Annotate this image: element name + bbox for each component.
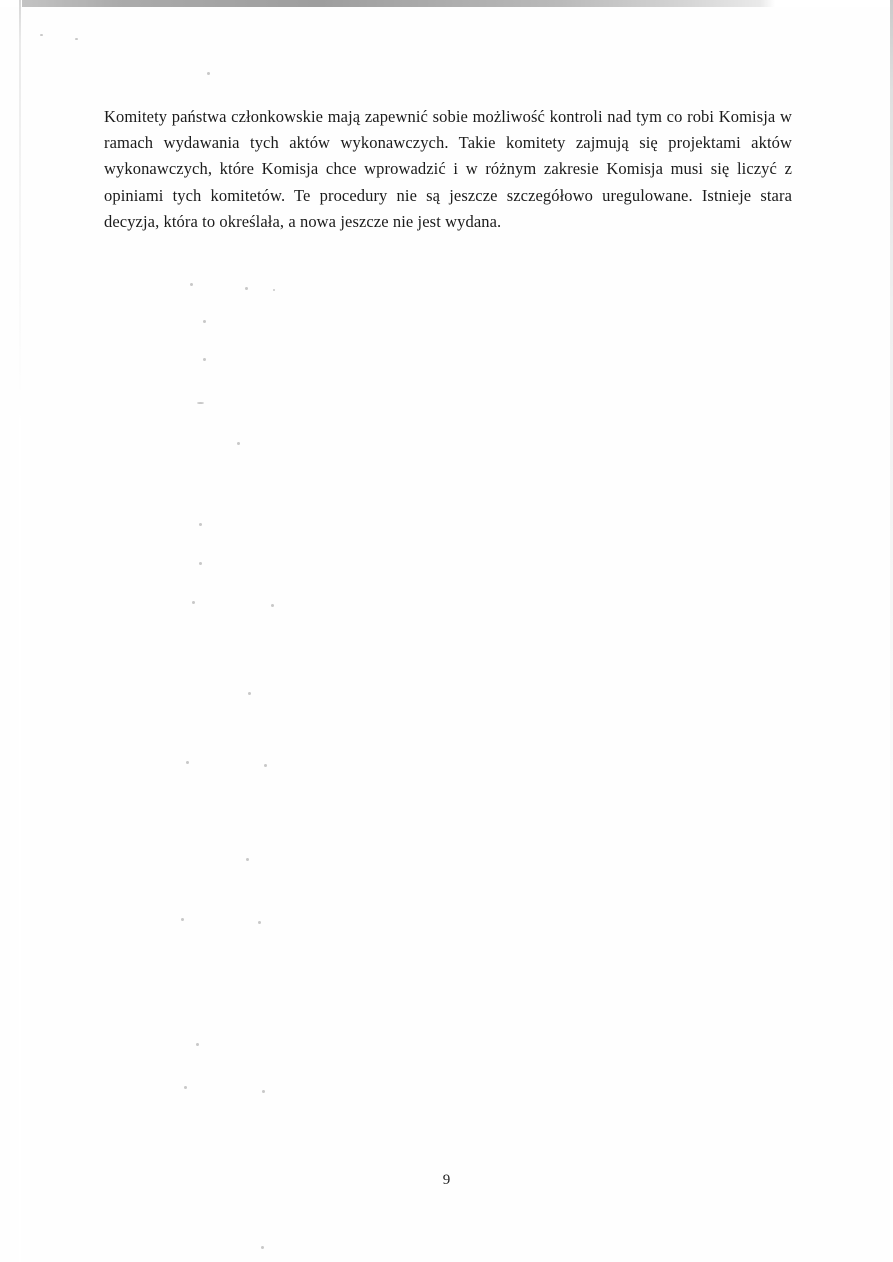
scan-speck xyxy=(181,918,184,921)
scan-speck xyxy=(199,562,202,565)
scan-speck xyxy=(192,601,195,604)
scan-speck xyxy=(262,1090,265,1093)
scan-speck xyxy=(199,523,202,526)
scan-speck xyxy=(258,921,261,924)
scan-edge-top xyxy=(0,0,893,7)
scan-speck xyxy=(186,761,189,764)
scan-speck xyxy=(196,1043,199,1046)
scan-speck xyxy=(264,764,267,767)
scan-edge-left xyxy=(19,0,21,1262)
scan-speck xyxy=(271,604,274,607)
scan-speck xyxy=(237,442,240,445)
scan-speck xyxy=(207,72,210,75)
scan-speck xyxy=(184,1086,187,1089)
scan-speck xyxy=(261,1246,264,1249)
scan-speck xyxy=(248,692,251,695)
scan-speck xyxy=(190,283,193,286)
paragraph: Komitety państwa członkowskie mają zapewnić sobie możliwość kontroli nad tym co robi Komisja w ramach wydawania tych aktów wykonawczych. Takie komitety zajmują się projektami aktów wykonawczych, które Komisja chce wprowadzić i w różnym zakresie Komisja musi się liczyć z opiniami tych komitetów. Te procedury nie są jeszcze szczegółowo uregulowane. Istnieje stara decyzja, która to określała, a nowa jeszcze nie jest wydana. xyxy=(104,107,792,231)
scan-speck xyxy=(75,38,78,40)
document-body-text xyxy=(104,104,792,235)
scan-speck xyxy=(197,402,204,404)
scan-speck xyxy=(246,858,249,861)
page-number: 9 xyxy=(442,1172,451,1188)
scan-speck xyxy=(245,287,248,290)
scan-speck xyxy=(40,34,43,36)
scan-speck xyxy=(203,320,206,323)
scan-speck xyxy=(273,289,275,291)
scan-speck xyxy=(203,358,206,361)
